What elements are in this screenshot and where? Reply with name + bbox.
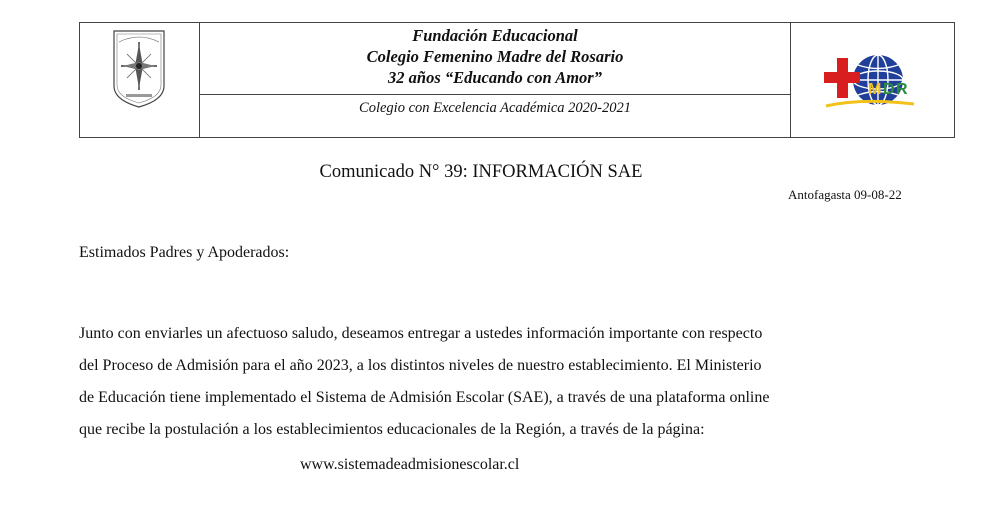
svg-text:M: M: [868, 81, 882, 98]
mdr-globe-logo: [822, 50, 920, 114]
svg-text:R: R: [896, 81, 908, 98]
institution-heading: [199, 23, 791, 95]
document-date: Antofagasta 09-08-22: [788, 187, 902, 202]
letterhead: [79, 22, 955, 138]
paragraph-line: de Educación tiene implementado el Sistema de Admisión Escolar (SAE), a través de una plataforma online: [79, 389, 770, 406]
school-crest-logo: [111, 28, 167, 110]
admission-website-url: www.sistemadeadmisionescolar.cl: [300, 456, 520, 473]
communique-title: Comunicado N° 39: INFORMACIÓN SAE: [319, 162, 643, 182]
svg-text:D: D: [883, 81, 895, 98]
mdr-logo-cell: [790, 23, 954, 137]
greeting: Estimados Padres y Apoderados:: [79, 244, 290, 261]
foundation-name: Fundación Educacional: [412, 26, 578, 45]
paragraph-line: Junto con enviarles un afectuoso saludo, deseamos entregar a ustedes información importante con respecto: [79, 325, 763, 342]
paragraph-line: del Proceso de Admisión para el año 2023, a los distintos niveles de nuestro establecimiento. El Ministerio: [79, 357, 762, 374]
school-name: Colegio Femenino Madre del Rosario: [366, 47, 624, 66]
school-crest-cell: [80, 23, 200, 137]
body-paragraph: [79, 318, 889, 446]
paragraph-line: que recibe la postulación a los establecimientos educacionales de la Región, a través de la página:: [79, 421, 705, 438]
school-motto: 32 años “Educando con Amor”: [388, 68, 602, 87]
excellence-subtitle: Colegio con Excelencia Académica 2020-2021: [359, 100, 631, 116]
